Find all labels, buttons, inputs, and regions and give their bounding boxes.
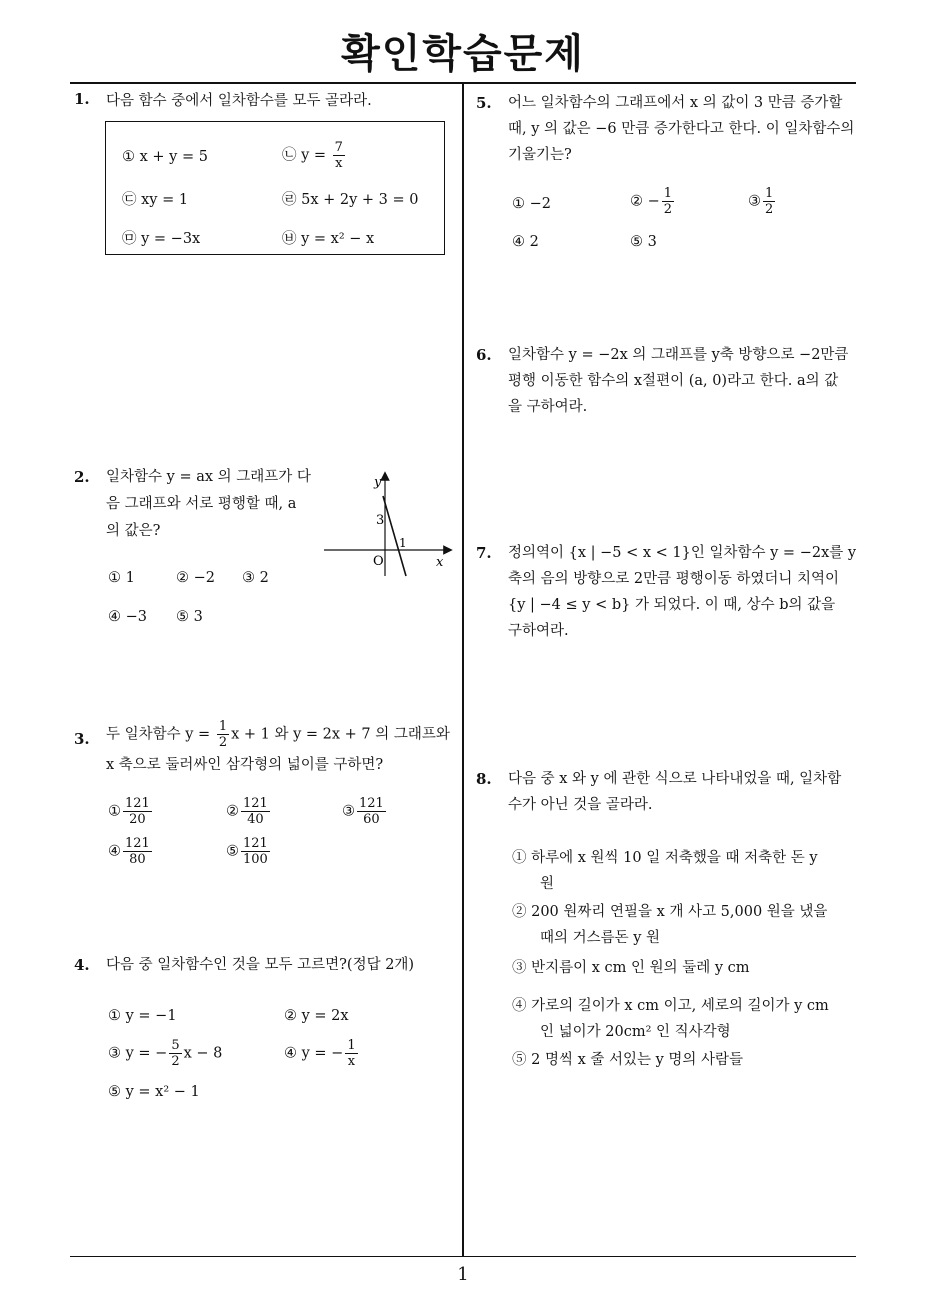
fraction: [662, 186, 674, 217]
option-label: ④: [108, 843, 121, 860]
option-4: ④ −3: [108, 609, 147, 625]
option-prefix: ④ y = −: [284, 1045, 344, 1062]
question-number: 2.: [74, 468, 90, 486]
origin-label: O: [373, 554, 384, 569]
option-2-line-2: 때의 거스름돈 y 원: [540, 930, 661, 946]
fraction: [763, 186, 775, 217]
option-1: ① y = −1: [108, 1008, 177, 1024]
option-2: ② −2: [176, 570, 215, 586]
option-5: ⑤ 3: [630, 234, 657, 250]
fraction-numerator: 121: [359, 796, 384, 811]
fraction-numerator: 7: [334, 140, 343, 155]
question-text-line-1: 다음 중 x 와 y 에 관한 식으로 나타내었을 때, 일차함: [508, 771, 842, 787]
question-number: 1.: [74, 90, 90, 108]
option-5: ㉤ y = −3x: [122, 231, 201, 247]
option-prefix: ③: [748, 193, 761, 210]
option-1-line-1: ① 하루에 x 원씩 10 일 저축했을 때 저축한 돈 y: [512, 850, 818, 866]
option-3: [108, 1038, 222, 1069]
bottom-rule: [70, 1256, 856, 1257]
fraction: [241, 796, 270, 827]
fraction-denominator: 40: [247, 812, 264, 827]
x-axis-label: x: [436, 555, 444, 570]
line-graph: [322, 470, 454, 580]
fraction: [217, 719, 229, 750]
fraction-denominator: x: [335, 156, 343, 171]
fraction-denominator: 2: [663, 202, 673, 217]
question-text-line-2: x 축으로 둘러싸인 삼각형의 넓이를 구하면?: [106, 757, 384, 773]
question-text-line-2: 평행 이동한 함수의 x절편이 (a, 0)라고 한다. a의 값: [508, 373, 839, 389]
fraction: [169, 1038, 181, 1069]
question-number: 7.: [476, 544, 492, 562]
fraction-denominator: 100: [243, 852, 268, 867]
fraction-numerator: 1: [218, 719, 228, 734]
fraction-denominator: x: [347, 1054, 356, 1069]
question-text-line-1: 어느 일차함수의 그래프에서 x 의 값이 3 만큼 증가할: [508, 95, 843, 111]
page-number: 1: [457, 1264, 469, 1285]
question-number: 5.: [476, 94, 492, 112]
fraction: [345, 1038, 357, 1069]
text-part-a: 두 일차함수 y =: [106, 726, 215, 743]
text-part-b: x + 1 와 y = 2x + 7 의 그래프와: [231, 726, 450, 743]
option-2: ② y = 2x: [284, 1008, 349, 1024]
option-2: [282, 140, 347, 171]
fraction: [123, 796, 152, 827]
option-1: [108, 796, 154, 827]
question-text-line-2: 때, y 의 값은 −6 만큼 증가한다고 한다. 이 일차함수의: [508, 121, 855, 137]
option-1-line-2: 원: [540, 876, 555, 892]
option-5: [226, 836, 272, 867]
option-1: ① −2: [512, 196, 551, 212]
option-4-line-2: 인 넓이가 20cm² 인 직사각형: [540, 1024, 731, 1040]
fraction-denominator: 2: [171, 1054, 180, 1069]
fraction-denominator: 60: [363, 812, 380, 827]
question-number: 3.: [74, 730, 90, 748]
option-suffix: x − 8: [183, 1045, 223, 1062]
question-text-line-3: {y | −4 ≤ y < b} 가 되었다. 이 때, 상수 b의 값을: [508, 597, 836, 613]
option-1: ① 1: [108, 570, 135, 586]
fraction-numerator: 1: [765, 186, 774, 201]
option-3: ③ 반지름이 x cm 인 원의 둘레 y cm: [512, 960, 750, 976]
question-text-line-3: 을 구하여라.: [508, 399, 588, 415]
x-intercept-label: 1: [399, 536, 407, 550]
option-2-prefix: ㉡ y =: [282, 147, 331, 164]
question-text: 다음 중 일차함수인 것을 모두 고르면?(정답 2개): [106, 957, 415, 973]
question-number: 6.: [476, 346, 492, 364]
column-divider: [462, 82, 464, 1257]
y-axis-label: y: [374, 475, 382, 490]
option-label: ⑤: [226, 843, 239, 860]
option-3: ③ 2: [242, 570, 269, 586]
fraction-numerator: 121: [125, 836, 150, 851]
fraction: [333, 140, 345, 171]
fraction-denominator: 80: [129, 852, 146, 867]
option-label: ③: [342, 803, 355, 820]
question-text: 일차함수 y = ax 의 그래프가 다음 그래프와 서로 평행할 때, a 의 값은?: [106, 469, 311, 539]
question-number: 8.: [476, 770, 492, 788]
fraction-numerator: 121: [125, 796, 150, 811]
option-5: ⑤ 2 명씩 x 줄 서있는 y 명의 사람들: [512, 1052, 744, 1068]
fraction-numerator: 1: [663, 186, 673, 201]
option-label: ②: [226, 803, 239, 820]
fraction-denominator: 2: [765, 202, 774, 217]
option-4: [284, 1038, 360, 1069]
option-4: ㉣ 5x + 2y + 3 = 0: [282, 192, 419, 208]
fraction: [241, 836, 270, 867]
question-text-line-1: 일차함수 y = −2x 의 그래프를 y축 방향으로 −2만큼: [508, 347, 849, 363]
fraction: [357, 796, 386, 827]
question-text-line-2: 수가 아닌 것을 골라라.: [508, 797, 653, 813]
fraction-numerator: 121: [243, 836, 268, 851]
option-5: ⑤ 3: [176, 609, 203, 625]
question-text-line-4: 구하여라.: [508, 623, 569, 639]
option-3: [748, 186, 777, 217]
option-4: [108, 836, 154, 867]
option-prefix: ③ y = −: [108, 1045, 168, 1062]
option-6: ㉥ y = x² − x: [282, 231, 375, 247]
fraction-denominator: 2: [218, 735, 228, 750]
question-text-line-3: 기울기는?: [508, 147, 572, 163]
fraction-numerator: 5: [171, 1038, 180, 1053]
question-number: 4.: [74, 956, 90, 974]
option-prefix: ② −: [630, 193, 660, 210]
fraction-numerator: 121: [243, 796, 268, 811]
option-4: ④ 2: [512, 234, 539, 250]
question-text: 다음 함수 중에서 일차함수를 모두 골라라.: [106, 93, 372, 109]
question-text-line-1: [106, 719, 458, 750]
option-5: ⑤ y = x² − 1: [108, 1084, 200, 1100]
question-text-line-1: 정의역이 {x | −5 < x < 1}인 일차함수 y = −2x를 y: [508, 545, 857, 561]
option-3: ㉢ xy = 1: [122, 192, 189, 208]
y-intercept-label: 3: [376, 513, 385, 528]
question-text-line-2: 축의 음의 방향으로 2만큼 평행이동 하였더니 치역이: [508, 571, 840, 587]
option-label: ①: [108, 803, 121, 820]
option-2-line-1: ② 200 원짜리 연필을 x 개 사고 5,000 원을 냈을: [512, 904, 828, 920]
option-2: [630, 186, 676, 217]
option-1: ① x + y = 5: [122, 149, 208, 165]
fraction-numerator: 1: [347, 1038, 356, 1053]
option-2: [226, 796, 272, 827]
page-title: 확인학습문제: [341, 31, 585, 77]
fraction-denominator: 20: [129, 812, 146, 827]
option-4-line-1: ④ 가로의 길이가 x cm 이고, 세로의 길이가 y cm: [512, 998, 829, 1014]
fraction: [123, 836, 152, 867]
option-3: [342, 796, 388, 827]
